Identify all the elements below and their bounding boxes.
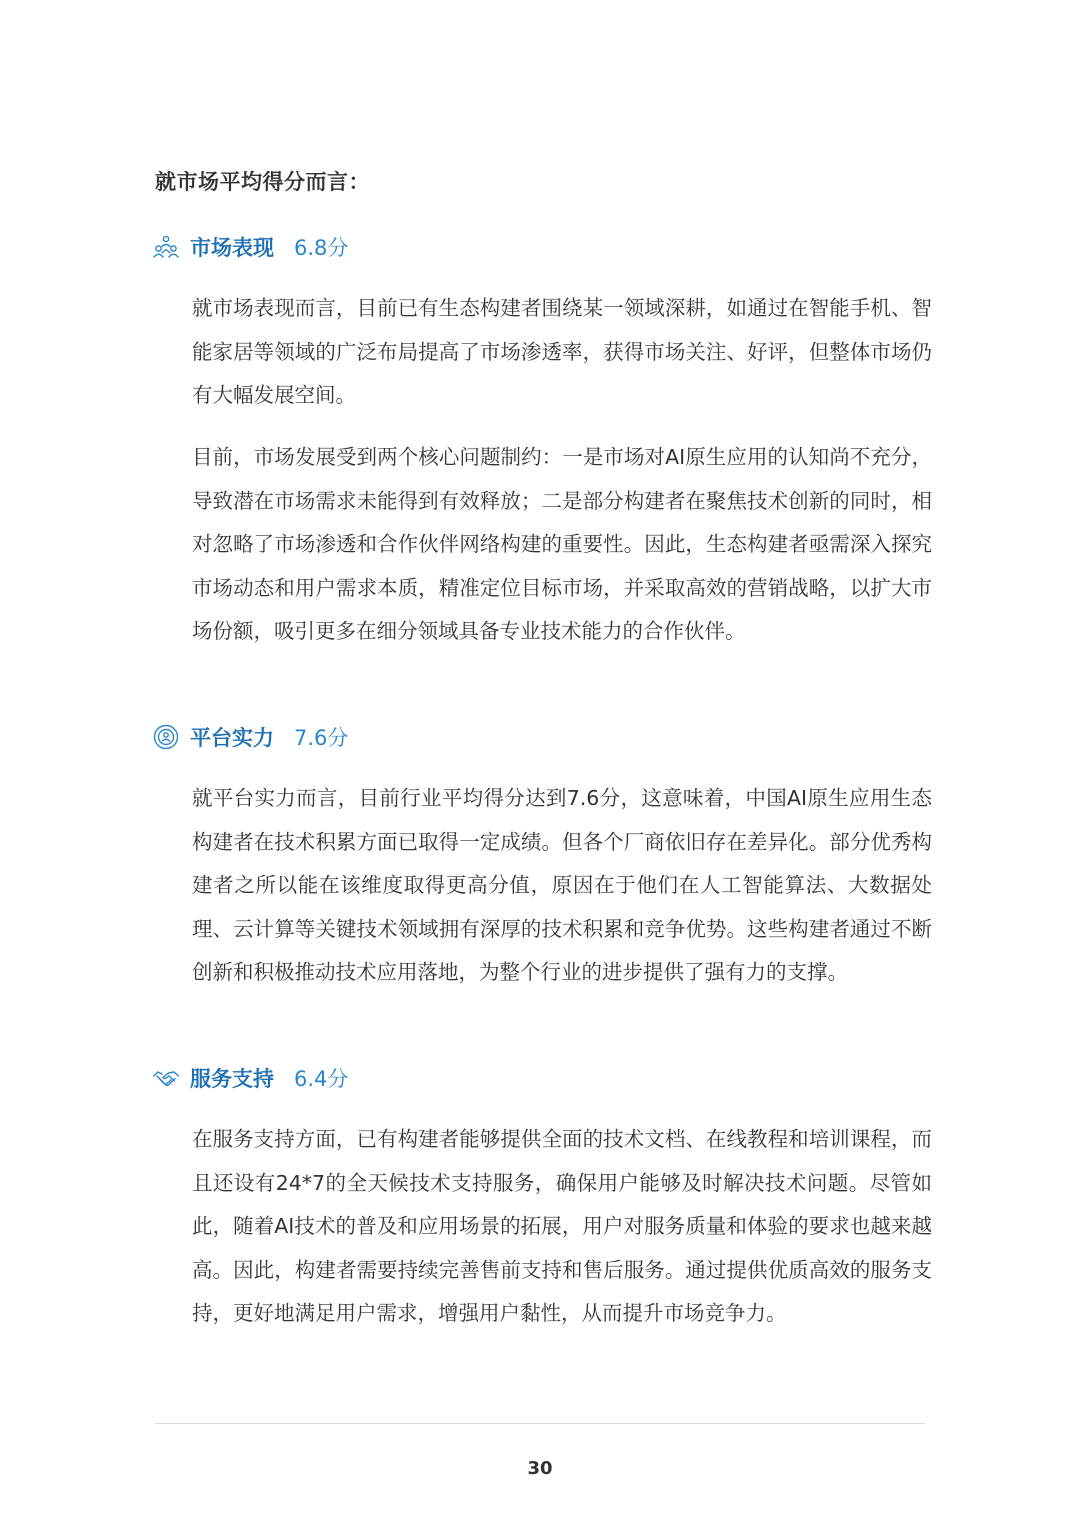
paragraph-market-2: 目前，市场发展受到两个核心问题制约：一是市场对AI原生应用的认知尚不充分，导致潜在市场需求未能得到有效释放；二是部分构建者在聚焦技术创新的同时，相对忽略了市场渗透和合作伙伴网络构建的重要性。因此，生态构建者亟需深入探究市场动态和用户需求本质，精准定位目标市场，并采取高效的营销战略，以扩大市场份额，吸引更多在细分领域具备专业技术能力的合作伙伴。 <box>192 445 932 644</box>
section-heading-service <box>152 1061 348 1095</box>
page-number: 30 <box>527 1458 553 1479</box>
footer-divider <box>155 1423 925 1424</box>
paragraph-service-1: 在服务支持方面，已有构建者能够提供全面的技术文档、在线教程和培训课程，而且还设有24*7的全天候技术支持服务，确保用户能够及时解决技术问题。尽管如此，随着AI技术的普及和应用场景的拓展，用户对服务质量和体验的要求也越来越高。因此，构建者需要持续完善售前支持和售后服务。通过提供优质高效的服务支持，更好地满足用户需求，增强用户黏性，从而提升市场竞争力。 <box>192 1127 932 1326</box>
section-score-market: 6.8分 <box>294 236 349 260</box>
section-score-service: 6.4分 <box>294 1067 349 1091</box>
section-score-platform: 7.6分 <box>294 726 349 750</box>
people-group-icon <box>152 233 180 261</box>
platform-target-icon <box>152 723 180 751</box>
paragraph-market-1: 就市场表现而言，目前已有生态构建者围绕某一领域深耕，如通过在智能手机、智能家居等领域的广泛布局提高了市场渗透率，获得市场关注、好评，但整体市场仍有大幅发展空间。 <box>192 296 932 408</box>
section-label-market: 市场表现 <box>190 236 274 260</box>
handshake-icon <box>152 1064 180 1092</box>
section-heading-market <box>152 230 348 264</box>
section-label-platform: 平台实力 <box>190 726 274 750</box>
paragraph-platform-1: 就平台实力而言，目前行业平均得分达到7.6分，这意味着，中国AI原生应用生态构建者在技术积累方面已取得一定成绩。但各个厂商依旧存在差异化。部分优秀构建者之所以能在该维度取得更高分值，原因在于他们在人工智能算法、大数据处理、云计算等关键技术领域拥有深厚的技术积累和竞争优势。这些构建者通过不断创新和积极推动技术应用落地，为整个行业的进步提供了强有力的支撑。 <box>192 786 932 985</box>
section-label-service: 服务支持 <box>190 1067 274 1091</box>
section-heading-platform <box>152 720 348 754</box>
intro-title: 就市场平均得分而言： <box>155 170 370 194</box>
